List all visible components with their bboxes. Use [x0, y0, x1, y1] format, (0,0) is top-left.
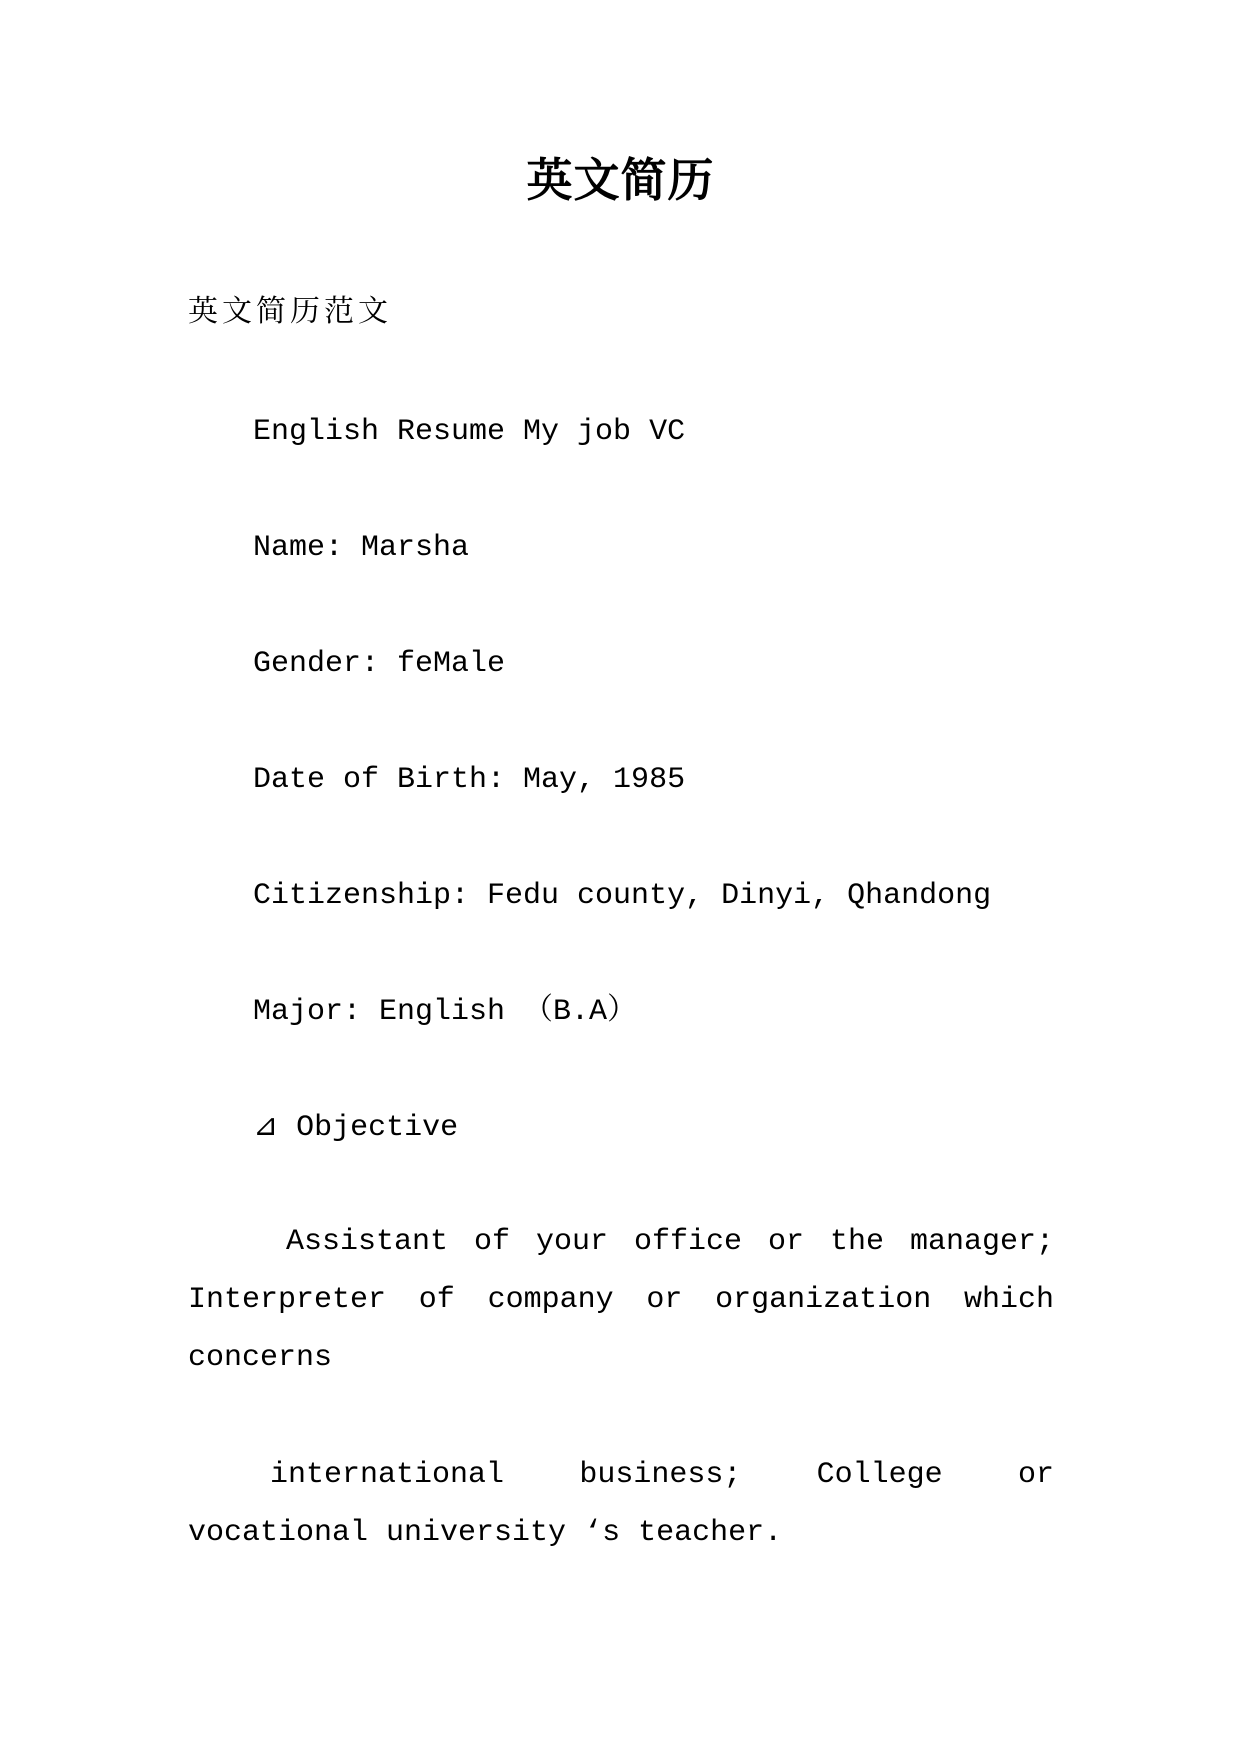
- gender-line: Gender: feMale: [253, 647, 506, 681]
- objective-paragraph-1-text: Assistant of your office or the manager; Interpreter of company or organization which concerns: [188, 1225, 1054, 1375]
- document-title: 英文简历: [526, 153, 715, 207]
- resume-heading-line: English Resume My job VC: [253, 415, 686, 449]
- objective-paragraph-1: [188, 1213, 1054, 1387]
- objective-heading: ⊿ Objective: [253, 1111, 459, 1145]
- major-line: Major: English （B.A）: [253, 995, 638, 1029]
- document-subtitle: 英文简历范文: [188, 294, 392, 329]
- date-of-birth-line: Date of Birth: May, 1985: [253, 763, 686, 797]
- citizenship-line: Citizenship: Fedu county, Dinyi, Qhandong: [253, 879, 992, 913]
- objective-paragraph-2: [188, 1446, 1054, 1562]
- name-line: Name: Marsha: [253, 531, 470, 565]
- objective-paragraph-2-text: international business; College or vocational university ‘s teacher.: [188, 1458, 1054, 1550]
